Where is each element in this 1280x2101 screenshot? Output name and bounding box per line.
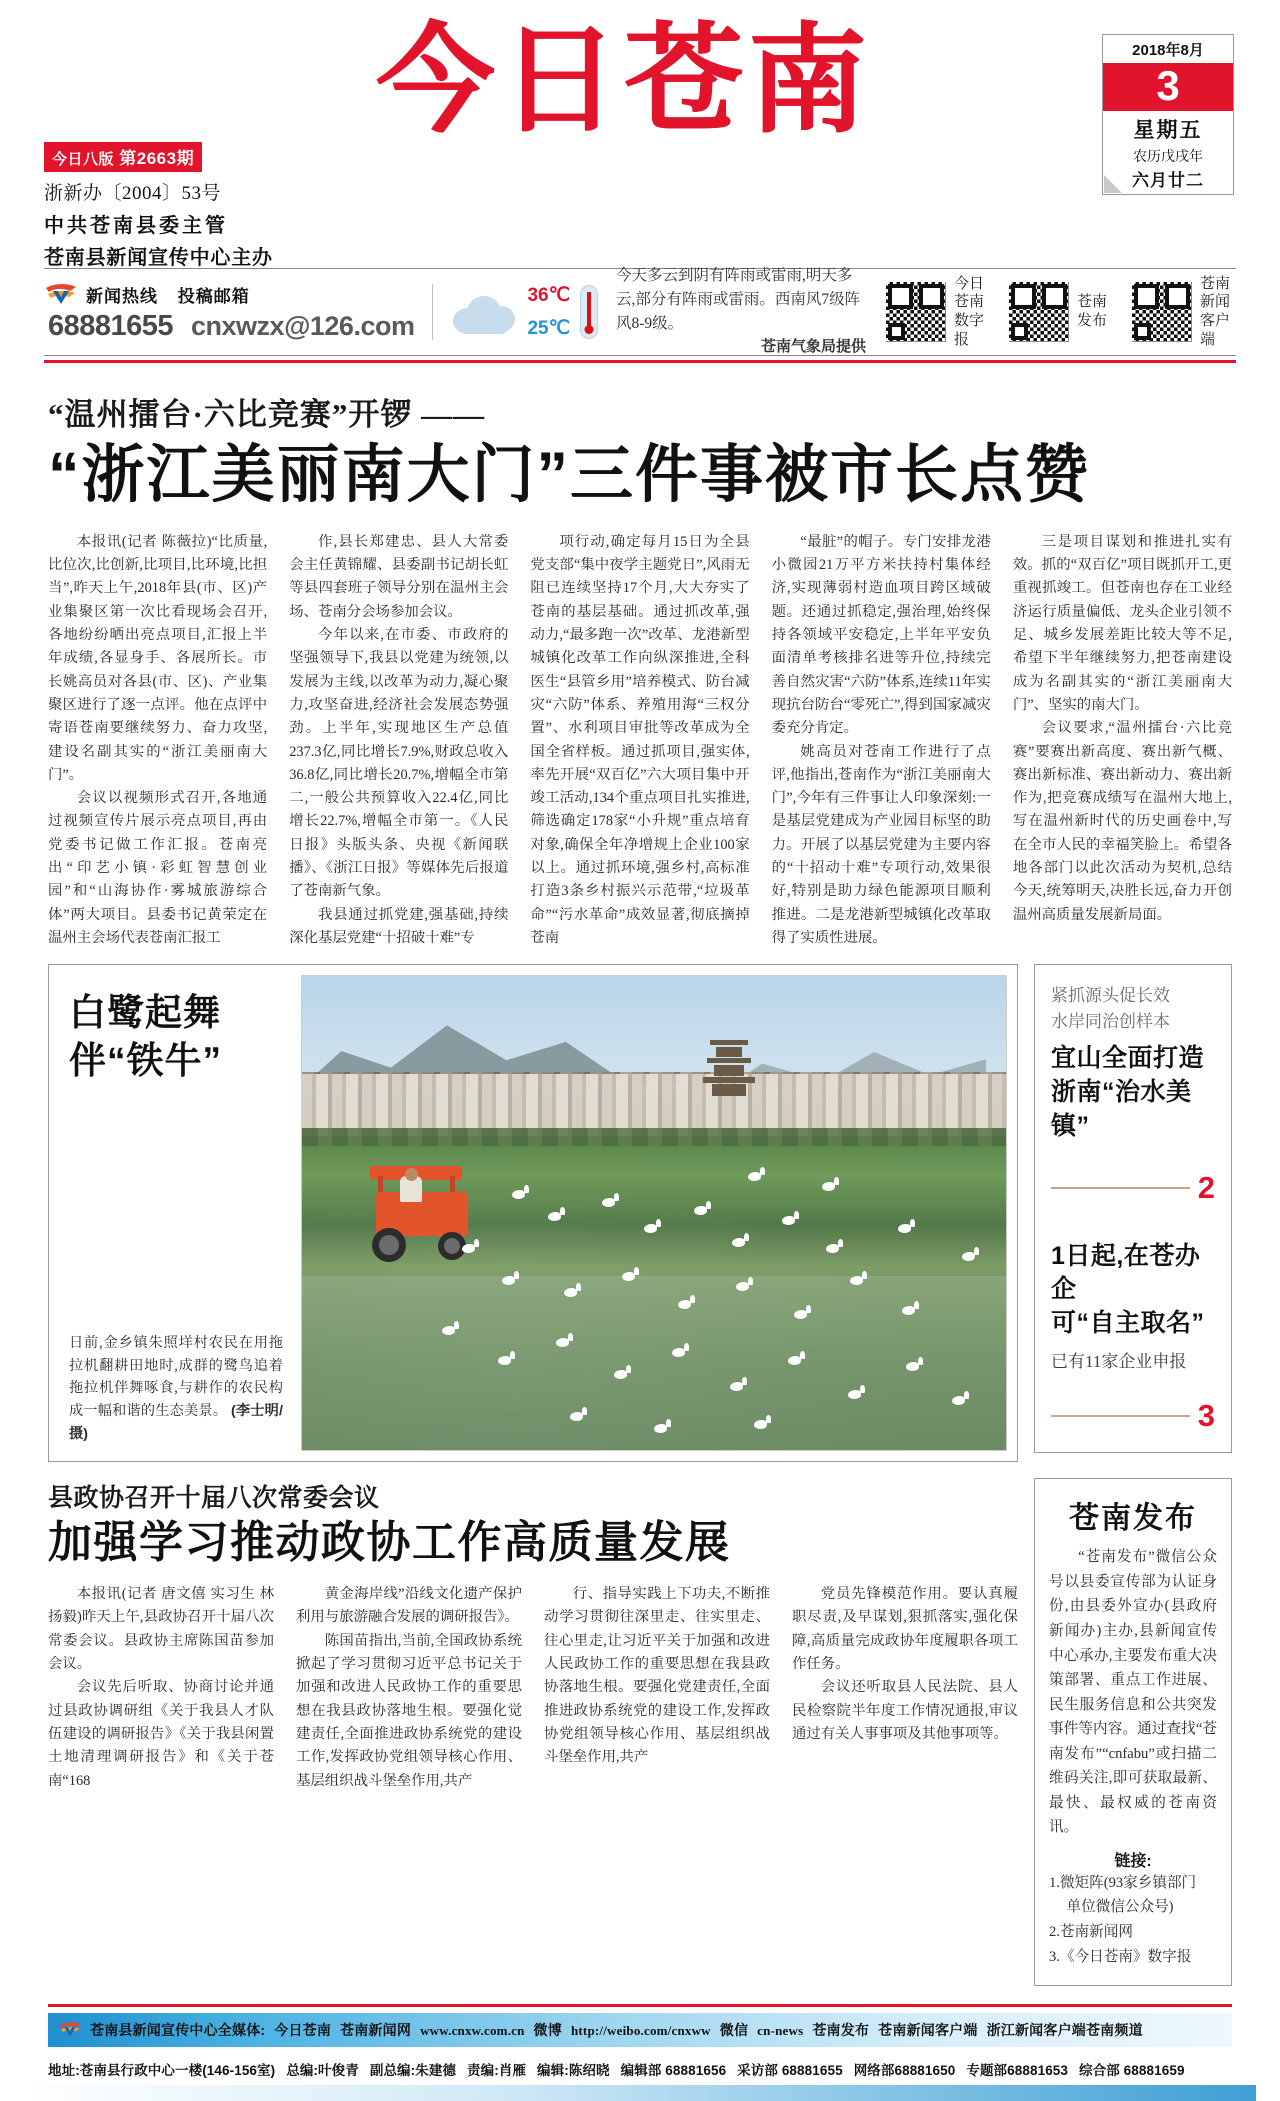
cnfabu-link-item[interactable]: 1.微矩阵(93家乡镇部门 [1049,1874,1197,1891]
photo-caption-text: 日前,金乡镇朱照垟村农民在用拖拉机翻耕田地时,成群的鹭鸟追着拖拉机伴舞啄食,与耕作的农民构成一幅和谐的生态美景。 [69,1334,283,1420]
bottom-article [48,1478,1018,1793]
index-rule [1051,1187,1190,1189]
masthead [24,0,1256,268]
cnfabu-link-item[interactable]: 2.苍南新闻网 [1049,1923,1133,1940]
bottom-headline: 加强学习推动政协工作高质量发展 [48,1518,731,1568]
cangnan-logo-icon [58,2020,82,2040]
footer-dept-feature: 专题部68881653 [966,2063,1069,2079]
paragraph: 本报讯(记者 陈薇拉)“比质量,比位次,比创新,比项目,比环境,比担当”,昨天上午,2018年县(市、区)产业集聚区第一次比看现场会召开,各地纷纷晒出亮点项目,汇报上半年成绩,各显身手、各展所长。市长姚高员对各县(市、区)、产业集聚区进行了逐一点评。他在点评中寄语苍南要继续努力、奋力攻坚,建设名副其实的“浙江美丽南大门”。 [48,533,268,783]
lunar-year: 农历戊戌年 [1133,150,1203,166]
page-corner-fold [1104,175,1122,193]
footer-media-0: 苍南县新闻宣传中心全媒体: [90,2022,266,2039]
info-divider-1 [432,284,433,340]
paragraph: 会议要求,“温州擂台·六比竞赛”要赛出新高度、赛出新气概、赛出新标准、赛出新动力、赛出新作为,把竞赛成绩写在温州大地上,写在温州新时代的历史画卷中,写在全市人民的幸福笑脸上。希望各地各部门以此次活动为契机,总结今天,统筹明天,决胜长远,奋力开创温州高质量发展新局面。 [1012,720,1233,923]
qr-item[interactable] [885,275,990,350]
paragraph: “最脏”的帽子。专门安排龙港小微园21万平方米扶持村集体经济,实现薄弱村造血项目跨区域破题。还通过抓稳定,强治理,始终保持各领域平安稳定,上半年平安负面清单考核排名进等升位,持续完善自然灾害“六防”体系,连续11年实现抗台防台“零死亡”,得到国家减灾委充分肯定。 [771,533,991,737]
footer-editor: 编辑:陈绍晓 [537,2063,610,2079]
footer-editor-in-chief: 总编:叶俊青 [286,2063,359,2079]
index-item-2-pageref [1051,1398,1215,1434]
paragraph: 党员先锋模范作用。要认真履职尽责,及早谋划,狠抓落实,强化保障,高质量完成政协年度履职各项工作任务。 [792,1586,1018,1673]
submission-email[interactable]: cnxwzx@126.com [191,310,415,341]
footer-dept-network: 网络部68881650 [853,2063,956,2079]
photo-pagoda [697,1040,761,1096]
paragraph: 今年以来,在市委、市政府的坚强领导下,我县以党建为统领,以发展为主线,以改革为动力,凝心聚力,攻坚奋进,经济社会发展态势强劲。上半年,实现地区生产总值237.3亿,同比增长7.9%,财政总收入36.8亿,同比增长20.7%,增幅全市第二,一般公共预算收入22.4亿,同比增长22.7%,增幅全市第一。《人民日报》头版头条、央视《新闻联播》、《浙江日报》等媒体先后报道了苍南新气象。 [289,626,509,900]
cnfabu-links-title: 链接: [1114,1852,1152,1870]
lead-headline: “浙江美丽南大门”三件事被市长点赞 [48,440,1090,510]
index-page-number: 2 [1197,1169,1215,1205]
paragraph: “苍南发布”微信公众号以县委宣传部为认证身份,由县委外宣办(县政府新闻办)主办,县新闻宣传中心承办,主要发布重大决策部署、重点工作进展、民生服务信息和公共突发事件等内容。通过查找“苍南发布”“cnfabu”或扫描二维码关注,即可获取最新、最快、最权威的苍南资讯。 [1049,1549,1217,1836]
cangnan-fabu-box [1034,1478,1232,1986]
paragraph: 会议以视频形式召开,各地通过视频宣传片展示亮点项目,再由党委书记做工作汇报。苍南亮出“印艺小镇·彩虹智慧创业园”和“山海协作·雾城旅游综合体”两大项目。县委书记黄荣定在温州主会场代表苍南汇报工 [48,790,268,947]
qr-label: 苍南新闻客户端 [1200,275,1231,348]
article-column [48,531,267,951]
lunar-date: 六月廿二 [1132,171,1204,191]
cloud-icon [451,288,517,336]
footer-wechat-id: cn-news [757,2023,804,2039]
index-kicker-line2: 水岸同治创样本 [1051,1011,1170,1031]
index-rule [1051,1415,1190,1417]
paragraph: 三是项目谋划和推进扎实有效。抓的“双百亿”项目既抓开工,更重视抓竣工。但苍南也存在工业经济运行质量偏低、龙头企业引领不足、城乡发展差距比较大等不足,希望下半年继续努力,把苍南建设成为名副其实的“浙江美丽南大门”、坚实的南大门。 [1012,533,1233,713]
photo-and-index-band [24,950,1256,1462]
index-item-2-title[interactable] [1051,1240,1215,1341]
footer-media-6: 微信 [719,2022,749,2039]
footer-media-2: 苍南新闻网 [340,2022,412,2039]
qr-item[interactable] [1008,281,1113,343]
thermometer-icon [580,285,598,339]
photo-title-line2: 伴“铁牛” [69,1039,222,1081]
article-column [772,531,991,951]
footer-responsible-editor: 责编:肖雁 [467,2063,527,2079]
article-column [530,531,749,951]
index-title-line1: 宜山全面打造 [1051,1044,1205,1073]
paragraph: 陈国苗指出,当前,全国政协系统掀起了学习贯彻习近平总书记关于加强和改进人民政协工作的重要思想在我县政协落地生根。要强化觉建责任,全面推进政协系统党的建设工作,发挥政协党组领导核心作用、基层组织战斗堡垒作用,共产 [296,1632,522,1789]
issue-prefix: 今日八版 [52,151,115,168]
organizer-line: 苍南县新闻宣传中心主办 [44,247,273,269]
lead-kicker: “温州擂台·六比竞赛”开锣 —— [48,397,486,432]
hotline-block [44,282,414,343]
footer-media-10: 浙江新闻客户端苍南频道 [986,2022,1143,2039]
license-number: 浙新办〔2004〕53号 [44,183,222,204]
email-label: 投稿邮箱 [177,287,250,306]
issue-number: 第2663期 [119,149,195,168]
qr-code-icon[interactable] [885,281,947,343]
index-title-line2: 浙南“治水美镇” [1051,1078,1192,1140]
hotline-label: 新闻热线 [86,287,158,306]
index-item-1-kicker [1051,983,1215,1034]
index-box [1034,964,1232,1453]
article-column [544,1583,770,1793]
footer-media-4: 微博 [533,2022,562,2039]
page-title: 今日苍南 [376,15,873,147]
hotline-number[interactable]: 68881655 [48,309,174,342]
supervisor-line: 中共苍南县委主管 [44,215,228,237]
qr-code-group [885,275,1236,350]
paragraph: 姚高员对苍南工作进行了点评,他指出,苍南作为“浙江美丽南大门”,今年有三件事让人印象深刻:一是基层党建成为产业园目标坚的助力。开展了以基层党建为主要内容的“十招动十难”专项行动,效果很好,特别是助力绿色能源项目顺利推进。二是龙港新型城镇化改革取得了实质性进展。 [771,743,991,947]
paragraph: 我县通过抓党建,强基础,持续深化基层党建“十招破十难”专 [289,906,509,947]
footer-media-text [90,2020,1152,2040]
weather-forecast: 今天多云到阴有阵雨或雷雨,明天多云,部分有阵雨或雷雨。西南风7级阵风8-9级。 [615,267,861,333]
date-year-month: 2018年8月 [1132,42,1204,59]
paragraph: 会议还听取县人民法院、县人民检察院半年度工作情况通报,审议通过有关人事事项及其他事项等。 [792,1679,1018,1743]
footer-media-bar [48,2013,1232,2047]
paragraph: 项行动,确定每月15日为全县党支部“集中夜学主题党日”,风雨无阻已连续坚持17个月,大大夯实了苍南的基层基础。通过抓改革,强动力,“最多跑一次”改革、龙港新型城镇化改革工作向纵深推进,全科医生“县管乡用”培养模式、防台减灾“六防”体系、养殖用海“三权分置”、水利项目审批等改革成为全国全省样板。通过抓项目,强实体,率先开展“双百亿”六大项目集中开竣工活动,134个重点项目扎实推进,筛选确定178家“小升规”重点培育对象,确保全年净增规上企业100家以上。通过抓环境,强乡村,高标准打造3条乡村振兴示范带,“垃圾革命”“污水革命”成效显著,彻底摘掉苍南 [530,533,750,947]
article-column [48,1583,274,1793]
footer-weibo-url[interactable]: http://weibo.com/cnxww [570,2023,711,2039]
footer-address: 地址:苍南县行政中心一楼(146-156室) [48,2063,276,2079]
photo-caption [69,1332,283,1446]
weather-block [451,264,865,359]
qr-label: 苍南发布 [1077,294,1108,329]
bottom-kicker: 县政协召开十届八次常委会议 [48,1485,380,1513]
cnfabu-link-item[interactable]: 3.《今日苍南》数字报 [1049,1948,1192,1965]
footer-dept-editorial: 编辑部 68881656 [620,2063,727,2079]
lead-headline-block [24,363,1256,519]
bottom-band [24,1462,1256,1986]
temp-low: 25℃ [527,318,570,339]
footer-dept-general: 综合部 68881659 [1079,2063,1185,2079]
index-item-1-title[interactable] [1051,1042,1215,1143]
footer-red-rule [48,2004,1232,2007]
photo-title-line1: 白鹭起舞 [69,992,221,1034]
photo-village [302,1074,1006,1136]
paragraph: 本报讯(记者 唐文僖 实习生 林扬毅)昨天上午,县政协召开十届八次常委会议。县政协主席陈国苗参加会议。 [48,1586,274,1673]
paragraph: 会议先后听取、协商讨论并通过县政协调研组《关于我县人才队伍建设的调研报告》《关于我县闲置土地清理调研报告》和《关于苍南“168 [48,1679,274,1789]
photo-text-side [59,975,289,1451]
index-page-number: 3 [1197,1397,1215,1433]
index-kicker-line1: 紧抓源头促长效 [1051,986,1170,1006]
footer-dept-interview: 采访部 68881655 [737,2063,843,2079]
paragraph: 行、指导实践上下功夫,不断推动学习贯彻往深里走、往实里走、往心里走,让习近平关于加强和改进人民政协工作的重要思想在我县政协落地生根。要强化党建责任,全面推进政协系统党的建设工作,发挥政协党组领导核心作用、基层组织战斗堡垒作用,共产 [544,1586,770,1766]
article-column [792,1583,1018,1793]
footer-gradient-bar [24,2085,1256,2101]
bottom-article-columns [48,1583,1018,1793]
article-column [1013,531,1232,951]
footer-media-9: 苍南新闻客户端 [878,2022,978,2039]
cnfabu-link-cont: 单位微信公众号) [1066,1899,1174,1916]
photo-tractor [362,1152,492,1272]
paragraph: 作,县长郑建忠、县人大常委会主任黄锦耀、县委副书记胡长虹等县四套班子领导分别在温州主会场、苍南分会场参加会议。 [289,533,509,620]
masthead-publisher-info [44,142,314,270]
cnfabu-links [1049,1872,1217,1970]
index-title-line2: 可“自主取名” [1051,1309,1205,1338]
info-bar [24,269,1256,355]
issue-badge [44,142,202,172]
cnfabu-body [1049,1545,1217,1839]
index-item-1-pageref [1051,1170,1215,1206]
footer-website[interactable]: www.cnxw.com.cn [420,2023,525,2039]
date-box [1102,34,1234,195]
photo-flooded-field [302,1276,1006,1450]
cangnan-logo-icon [44,282,78,308]
footer-media-8: 苍南发布 [812,2022,870,2039]
cnfabu-title: 苍南发布 [1069,1502,1197,1536]
qr-label: 今日苍南数字报 [954,275,985,348]
index-title-line1: 1日起,在苍办企 [1051,1241,1201,1304]
lead-article-columns [24,519,1256,951]
index-item-2-subtitle: 已有11家企业申报 [1051,1351,1187,1371]
article-column [296,1583,522,1793]
date-weekday: 星期五 [1133,119,1203,143]
photo-treeline [302,1128,1006,1148]
footer-media-1: 今日苍南 [274,2022,332,2039]
paragraph: 黄金海岸线”沿线文化遗产保护利用与旅游融合发展的调研报告》。 [296,1586,522,1626]
footer-deputy-editor: 副总编:朱建德 [369,2063,457,2079]
qr-code-icon[interactable] [1008,281,1070,343]
news-photo [301,975,1007,1451]
weather-source: 苍南气象局提供 [760,339,866,356]
qr-item[interactable] [1131,275,1236,350]
article-column [289,531,508,951]
footer-address-line [48,2059,1232,2079]
qr-code-icon[interactable] [1131,281,1193,343]
temp-high: 36℃ [527,285,570,306]
date-day: 3 [1103,63,1233,111]
photo-feature-block [48,964,1018,1462]
photo-credit: (李士明/摄) [69,1403,283,1442]
